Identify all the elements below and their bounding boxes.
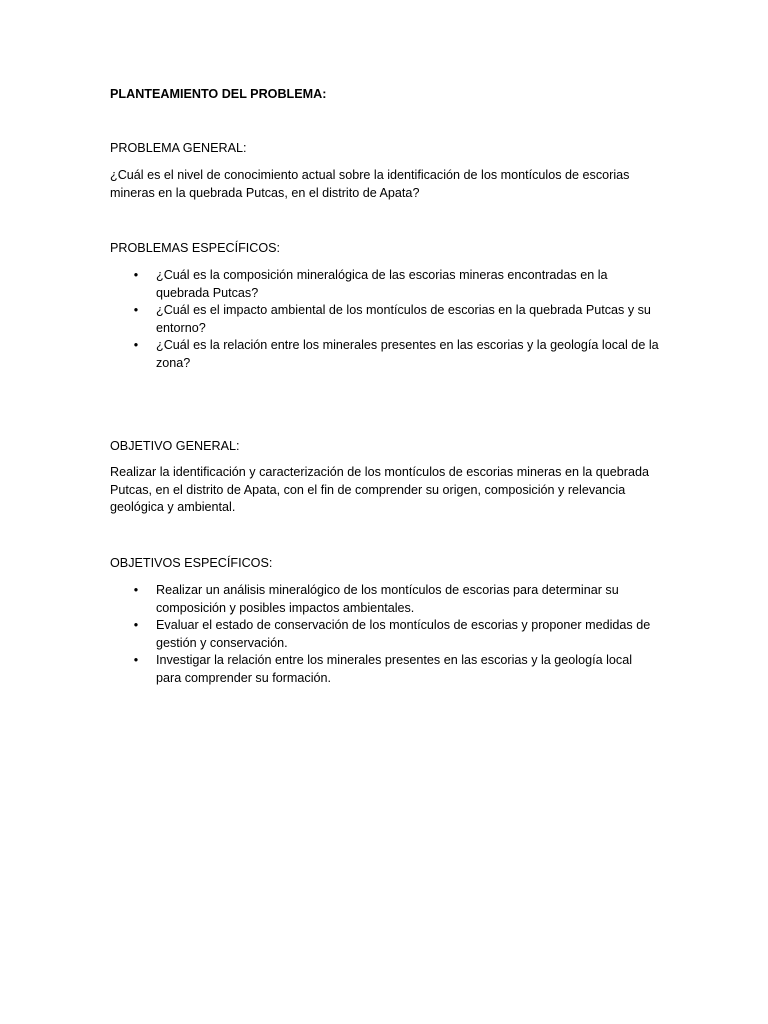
document-title: PLANTEAMIENTO DEL PROBLEMA: xyxy=(110,87,327,101)
list-item xyxy=(110,337,660,372)
bullet-icon: • xyxy=(133,338,139,353)
bullet-icon: • xyxy=(133,618,139,633)
bullet-icon: • xyxy=(133,653,139,668)
list-item-text: Realizar un análisis mineralógico de los montículos de escorias para determinar su composición y posibles impactos ambientales. xyxy=(156,583,619,615)
heading-problemas-especificos: PROBLEMAS ESPECÍFICOS: xyxy=(110,241,281,255)
list-item-text: ¿Cuál es el impacto ambiental de los montículos de escorias en la quebrada Putcas y su entorno? xyxy=(156,303,651,335)
list-item-text: Investigar la relación entre los minerales presentes en las escorias y la geología local para comprender su formación. xyxy=(156,653,633,685)
list-item xyxy=(110,652,660,687)
bullet-icon: • xyxy=(133,583,139,597)
paragraph-problema-general: ¿Cuál es el nivel de conocimiento actual sobre la identificación de los montículos de escorias mineras en la quebrada Putcas, en el distrito de Apata? xyxy=(110,168,630,200)
heading-objetivos-especificos: OBJETIVOS ESPECÍFICOS: xyxy=(110,556,273,570)
bullet-icon: • xyxy=(133,303,139,318)
list-item-text: Evaluar el estado de conservación de los montículos de escorias y proponer medidas de gestión y conservación. xyxy=(156,618,651,650)
paragraph-objetivo-general: Realizar la identificación y caracterización de los montículos de escorias mineras en la quebrada Putcas, en el distrito de Apata, con el fin de comprender su origen, composición y relevancia geológica y ambiental. xyxy=(110,465,650,515)
list-item xyxy=(110,302,660,337)
list-item-text: ¿Cuál es la relación entre los minerales presentes en las escorias y la geología local de la zona? xyxy=(156,338,659,370)
heading-objetivo-general: OBJETIVO GENERAL: xyxy=(110,439,240,453)
list-item xyxy=(110,267,660,302)
heading-problema-general: PROBLEMA GENERAL: xyxy=(110,141,247,155)
bullet-icon: • xyxy=(133,268,139,282)
list-item-text: ¿Cuál es la composición mineralógica de las escorias mineras encontradas en la quebrada Putcas? xyxy=(156,268,608,300)
list-objetivos-especificos xyxy=(110,582,660,688)
list-item xyxy=(110,582,660,617)
list-problemas-especificos xyxy=(110,267,660,373)
list-item xyxy=(110,617,660,652)
